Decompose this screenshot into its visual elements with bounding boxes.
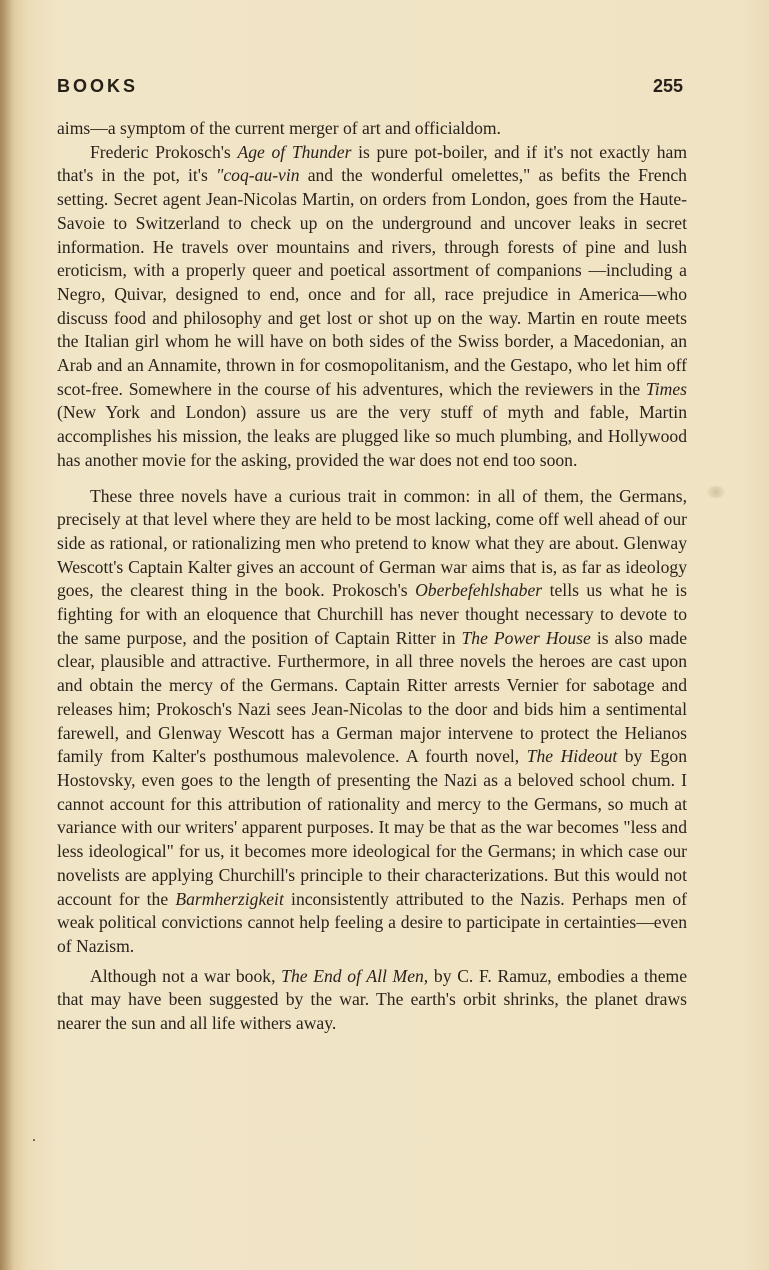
text-run: by C. F. Ramuz, embodies a theme that may have been suggested by the war. The earth's orbit shrinks, the planet draws nearer the sun and all life withers away. xyxy=(57,965,687,1034)
italic-title: Oberbefehlshaber xyxy=(415,580,543,601)
text-run: inconsistently attributed to the Nazis. Perhaps men of weak political convictions cannot help feeling a desire to participate in certainties—even of Nazism. xyxy=(57,888,687,956)
paragraph-3 xyxy=(57,485,687,959)
text-run: Although not a war book, xyxy=(90,965,282,986)
body-text xyxy=(57,117,687,1036)
text-run: aims—a symptom of the current merger of art and officialdom. xyxy=(57,118,501,138)
page-number: 255 xyxy=(652,76,683,96)
text-run: is pure pot-boiler, and if it's not exactly ham that's in the pot, it's xyxy=(57,141,687,186)
text-run: by Egon Hostovsky, even goes to the length of presenting the Nazi as a beloved school chum. I cannot account for this attribution of rationality and mercy to the Germans, so much at variance with our writers' apparent purposes. It may be that as the war becomes "less and less ideological" for us, it becomes more ideological for the Germans; in which case our novelists are applying Churchill's principle to their characterizations. But this would not account for the xyxy=(57,746,687,909)
text-run: tells us what he is fighting for with an eloquence that Churchill has never thought necessary to devote to the same purpose, and the position of Captain Ritter in xyxy=(57,580,688,648)
paragraph-4 xyxy=(57,965,687,1036)
text-run: Frederic Prokosch's xyxy=(90,141,238,162)
italic-title: "coq-au-vin xyxy=(215,165,300,186)
margin-mark: . xyxy=(32,1128,36,1145)
italic-title: The End of All Men, xyxy=(281,965,429,986)
italic-title: The Hideout xyxy=(526,746,618,767)
text-run: and the wonderful omelettes," as befits the French setting. Secret agent Jean-Nicolas Martin, on orders from London, goes from the Haute-Savoie to Switzerland to check up on the underground and uncover leaks in secret information. He travels over mountains and rivers, through forests of pine and lush eroticism, with a properly queer and poetical assortment of companions —including a Negro, Quivar, designed to end, once and for all, race prejudice in America—who discuss food and philosophy and get lost or shot up on the way. Martin en route meets the Italian girl whom he will have on both sides of the Swiss border, a Macedonian, an Arab and an Annamite, thrown in for cosmopolitanism, and the Gestapo, who let him off scot-free. Somewhere in the course of his adventures, which the reviewers in the xyxy=(57,165,687,399)
italic-title: The Power House xyxy=(461,627,591,648)
italic-title: Times xyxy=(645,378,687,399)
italic-title: Barmherzigkeit xyxy=(175,888,284,909)
paper-speck xyxy=(707,486,725,498)
text-run: is also made clear, plausible and attractive. Furthermore, in all three novels the heroes are cast upon and obtain the mercy of the Germans. Captain Ritter arrests Vernier for sabotage and releases him; Prokosch's Nazi sees Jean-Nicolas to the door and bids him a sentimental farewell, and Glenway Wescott has a German major intervene to protect the Helianos family from Kalter's posthumous malevolence. A fourth novel, xyxy=(57,627,687,767)
page-header xyxy=(57,76,683,102)
gutter-shadow xyxy=(0,0,14,1270)
paragraph-2 xyxy=(57,141,687,473)
italic-title: Age of Thunder xyxy=(237,141,352,162)
paragraph-1 xyxy=(57,117,687,141)
text-run: (New York and London) assure us are the very stuff of myth and fable, Martin accomplishes his mission, the leaks are plugged like so much plumbing, and Hollywood has another movie for the asking, provided the war does not end too soon. xyxy=(57,402,687,470)
text-run: These three novels have a curious trait in common: in all of them, the Germans, precisely at that level where they are held to be most lacking, come off well ahead of our side as rational, or rationalizing men who pretend to know what they are about. Glenway Wescott's Captain Kalter gives an account of German war aims that is, as far as ideology goes, the clearest thing in the book. Prokosch's xyxy=(57,485,687,601)
running-head: BOOKS xyxy=(57,76,139,96)
